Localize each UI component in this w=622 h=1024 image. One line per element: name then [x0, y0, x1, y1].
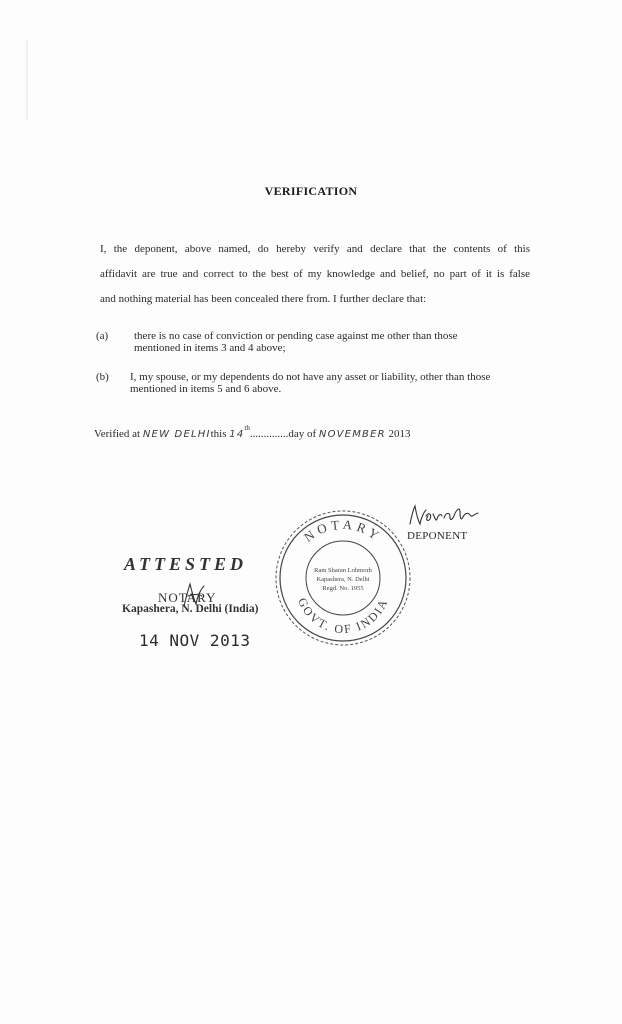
declaration-item-b: [96, 371, 536, 401]
seal-line: Kapashera, N. Delhi: [316, 576, 370, 583]
item-line: mentioned in items 3 and 4 above;: [134, 342, 286, 354]
item-text: [134, 330, 534, 354]
verified-place: NEW DELHI: [142, 429, 211, 440]
verified-prefix: Verified at: [94, 428, 141, 440]
date-stamp: 14 NOV 2013: [139, 631, 251, 650]
seal-top-text: NOTARY: [300, 516, 386, 545]
seal-line: Ram Sharan Lohmorh: [314, 567, 372, 574]
scan-artifact: [26, 40, 28, 120]
verification-line: [94, 424, 411, 440]
verified-dots: ..............: [249, 428, 289, 440]
item-marker: (b): [96, 371, 109, 383]
verified-day-suffix: th: [244, 424, 250, 432]
seal-line: Regd. No. 1955: [322, 585, 364, 592]
item-line: there is no case of conviction or pending case against me other than those: [134, 330, 458, 342]
declaration-item-a: [96, 330, 536, 360]
paragraph-line: and nothing material has been concealed there from. I further declare that:: [100, 293, 427, 305]
verified-month: NOVEMBER: [318, 429, 386, 440]
notary-stamp-place: Kapashera, N. Delhi (India): [122, 603, 259, 615]
paragraph-line: affidavit are true and correct to the best of my knowledge and belief, no part of it is false: [100, 268, 530, 280]
verified-day: 14: [229, 429, 245, 440]
item-text: [130, 371, 530, 395]
verified-day-of: day of: [288, 428, 317, 440]
verified-year: 2013: [388, 428, 411, 440]
verified-this: this: [210, 428, 227, 440]
notary-stamp-word: NOTARY: [158, 590, 217, 605]
item-line: I, my spouse, or my dependents do not have any asset or liability, other than those: [130, 371, 491, 383]
document-title: VERIFICATION: [264, 184, 358, 198]
seal-bottom-text: GOVT. OF INDIA: [295, 595, 391, 637]
paragraph-line: I, the deponent, above named, do hereby verify and declare that the contents of this: [100, 243, 530, 255]
attested-stamp: ATTESTED: [124, 554, 248, 574]
notary-seal: [270, 508, 416, 653]
deponent-label: DEPONENT: [407, 530, 468, 542]
item-marker: (a): [96, 330, 109, 342]
item-line: mentioned in items 5 and 6 above.: [130, 383, 282, 395]
declaration-paragraph: [100, 237, 530, 312]
